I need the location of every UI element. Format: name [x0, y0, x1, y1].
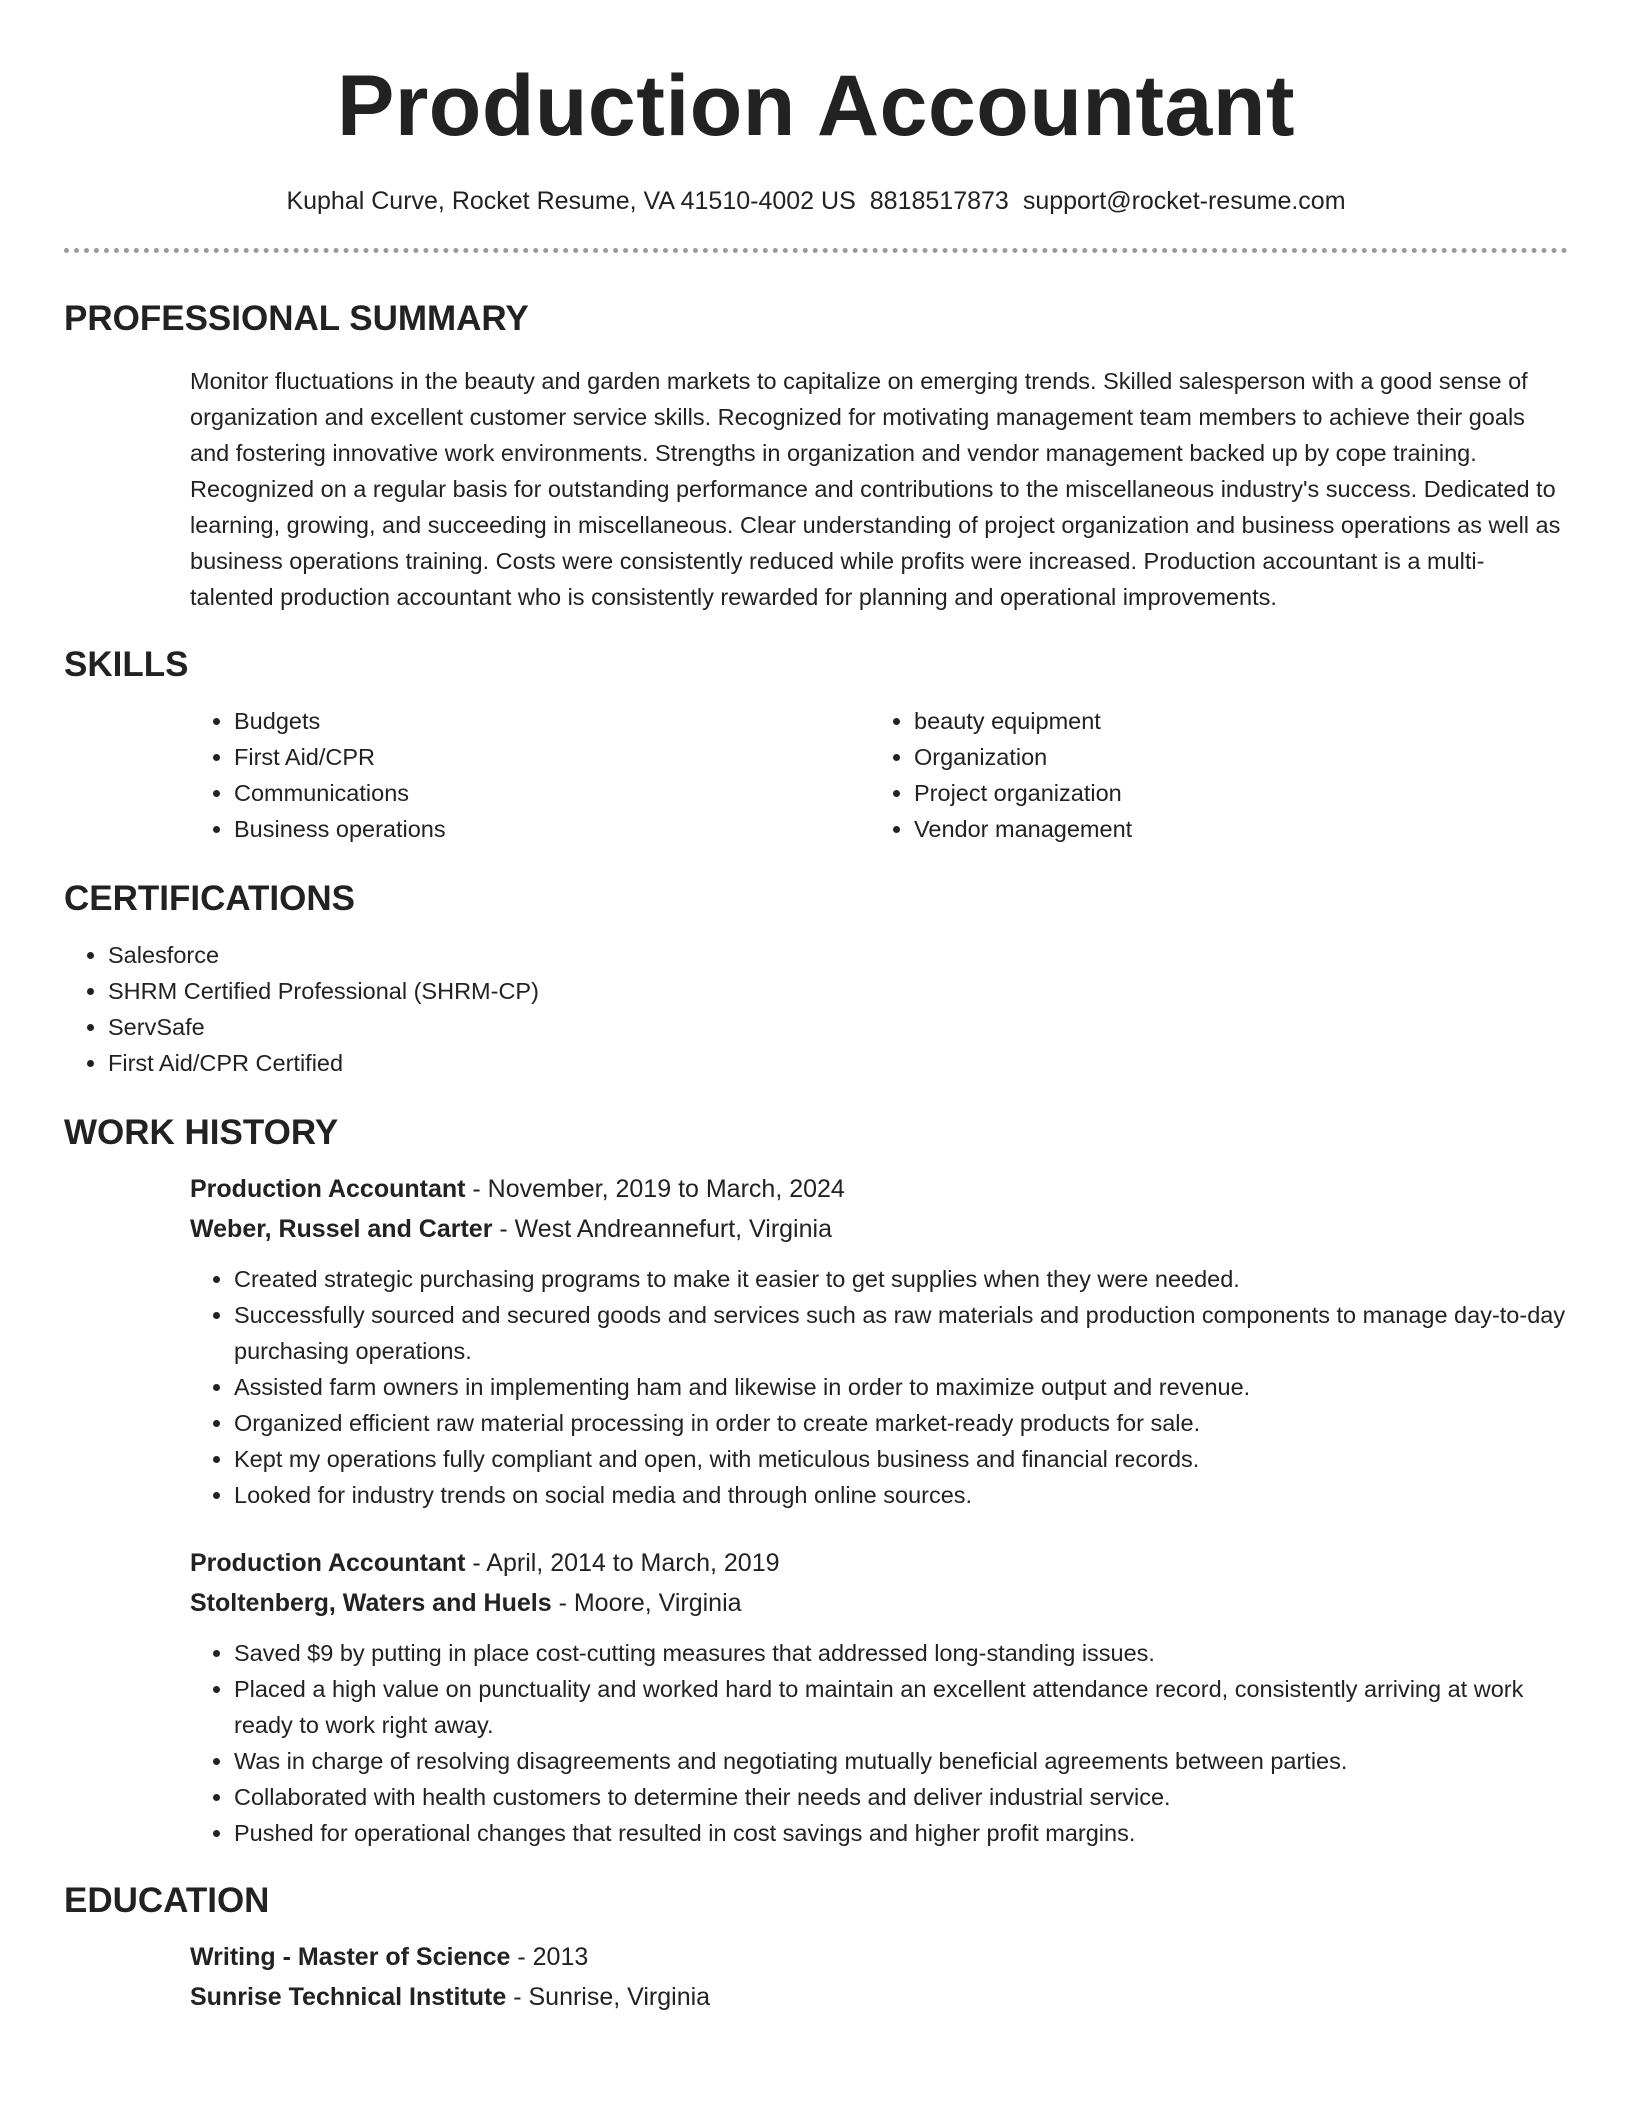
job-company: Weber, Russel and Carter	[190, 1215, 493, 1243]
skills-list-left	[190, 703, 870, 847]
resume-name: Production Accountant	[336, 58, 1296, 154]
list-item: • Successfully sourced and secured goods and services such as raw materials and production components to manage day-to-day purchasing operations.	[234, 1297, 1568, 1369]
job-dates: - November, 2019 to March, 2024	[465, 1175, 845, 1203]
list-item: • ServSafe	[108, 1009, 1568, 1045]
job-entry	[190, 1169, 1568, 1513]
job-bullets	[190, 1261, 1568, 1513]
list-item: • First Aid/CPR	[234, 739, 870, 775]
list-item: • SHRM Certified Professional (SHRM-CP)	[108, 973, 1568, 1009]
job-entry	[190, 1543, 1568, 1851]
list-item: • Communications	[234, 775, 870, 811]
list-item: • Placed a high value on punctuality and worked hard to maintain an excellent attendance record, consistently arriving at work ready to work right away.	[234, 1671, 1568, 1743]
education-section	[64, 1879, 1568, 2017]
job-company: Stoltenberg, Waters and Huels	[190, 1589, 552, 1617]
section-title-certifications: CERTIFICATIONS	[64, 879, 356, 918]
job-role: Production Accountant	[190, 1175, 466, 1203]
education-location: - Sunrise, Virginia	[506, 1983, 711, 2011]
section-title-work-history: WORK HISTORY	[64, 1113, 339, 1152]
job-title-line	[190, 1169, 1568, 1209]
list-item: • beauty equipment	[914, 703, 1568, 739]
contact-line	[64, 184, 1568, 218]
list-item: • Organized efficient raw material processing in order to create market-ready products for sale.	[234, 1405, 1568, 1441]
contact-phone: 8818517873	[869, 187, 1009, 215]
list-item: • Vendor management	[914, 811, 1568, 847]
education-degree-line	[190, 1937, 1568, 1977]
job-role: Production Accountant	[190, 1549, 466, 1577]
list-item: • Was in charge of resolving disagreements and negotiating mutually beneficial agreements between parties.	[234, 1743, 1568, 1779]
work-history-section	[64, 1111, 1568, 1851]
education-year: - 2013	[510, 1943, 589, 1971]
job-location: - West Andreannefurt, Virginia	[492, 1215, 832, 1243]
education-degree: Writing - Master of Science	[190, 1943, 511, 1971]
job-title-line	[190, 1543, 1568, 1583]
section-title-education: EDUCATION	[64, 1881, 270, 1920]
list-item: • Looked for industry trends on social media and through online sources.	[234, 1477, 1568, 1513]
professional-summary-section	[64, 297, 1568, 615]
job-dates: - April, 2014 to March, 2019	[465, 1549, 780, 1577]
header-divider	[64, 248, 1568, 253]
education-school: Sunrise Technical Institute	[190, 1983, 507, 2011]
list-item: • Kept my operations fully compliant and open, with meticulous business and financial records.	[234, 1441, 1568, 1477]
job-bullets	[190, 1635, 1568, 1851]
list-item: • Organization	[914, 739, 1568, 775]
contact-address: Kuphal Curve, Rocket Resume, VA 41510-4002 US	[286, 187, 856, 215]
list-item: • Pushed for operational changes that resulted in cost savings and higher profit margins.	[234, 1815, 1568, 1851]
list-item: • Collaborated with health customers to determine their needs and deliver industrial service.	[234, 1779, 1568, 1815]
education-entry	[190, 1937, 1568, 2017]
skills-grid	[190, 703, 1568, 847]
job-company-line	[190, 1583, 1568, 1623]
skills-list-right	[870, 703, 1568, 847]
skills-section	[64, 643, 1568, 847]
summary-text: Monitor fluctuations in the beauty and garden markets to capitalize on emerging trends. Skilled salesperson with a good sense of organization and excellent customer service skills. Recognized for motivating management team members to achieve their goals and fostering innovative work environments. Strengths in organization and vendor management backed up by cope training. Recognized on a regular basis for outstanding performance and contributions to the miscellaneous industry's success. Dedicated to learning, growing, and succeeding in miscellaneous. Clear understanding of project organization and business operations as well as business operations training. Costs were consistently reduced while profits were increased. Production accountant is a multi-talented production accountant who is consistently rewarded for planning and operational improvements.	[190, 368, 1561, 610]
education-school-line	[190, 1977, 1568, 2017]
list-item: • Business operations	[234, 811, 870, 847]
list-item: • Budgets	[234, 703, 870, 739]
list-item: • Saved $9 by putting in place cost-cutting measures that addressed long-standing issues.	[234, 1635, 1568, 1671]
list-item: • Created strategic purchasing programs to make it easier to get supplies when they were needed.	[234, 1261, 1568, 1297]
job-company-line	[190, 1209, 1568, 1249]
list-item: • Salesforce	[108, 937, 1568, 973]
list-item: • First Aid/CPR Certified	[108, 1045, 1568, 1081]
certifications-section	[64, 877, 1568, 1081]
section-title-skills: SKILLS	[64, 645, 189, 684]
section-title-summary: PROFESSIONAL SUMMARY	[64, 299, 529, 338]
list-item: • Assisted farm owners in implementing ham and likewise in order to maximize output and revenue.	[234, 1369, 1568, 1405]
list-item: • Project organization	[914, 775, 1568, 811]
certifications-list	[64, 937, 1568, 1081]
job-location: - Moore, Virginia	[551, 1589, 742, 1617]
contact-email: support@rocket-resume.com	[1022, 187, 1346, 215]
